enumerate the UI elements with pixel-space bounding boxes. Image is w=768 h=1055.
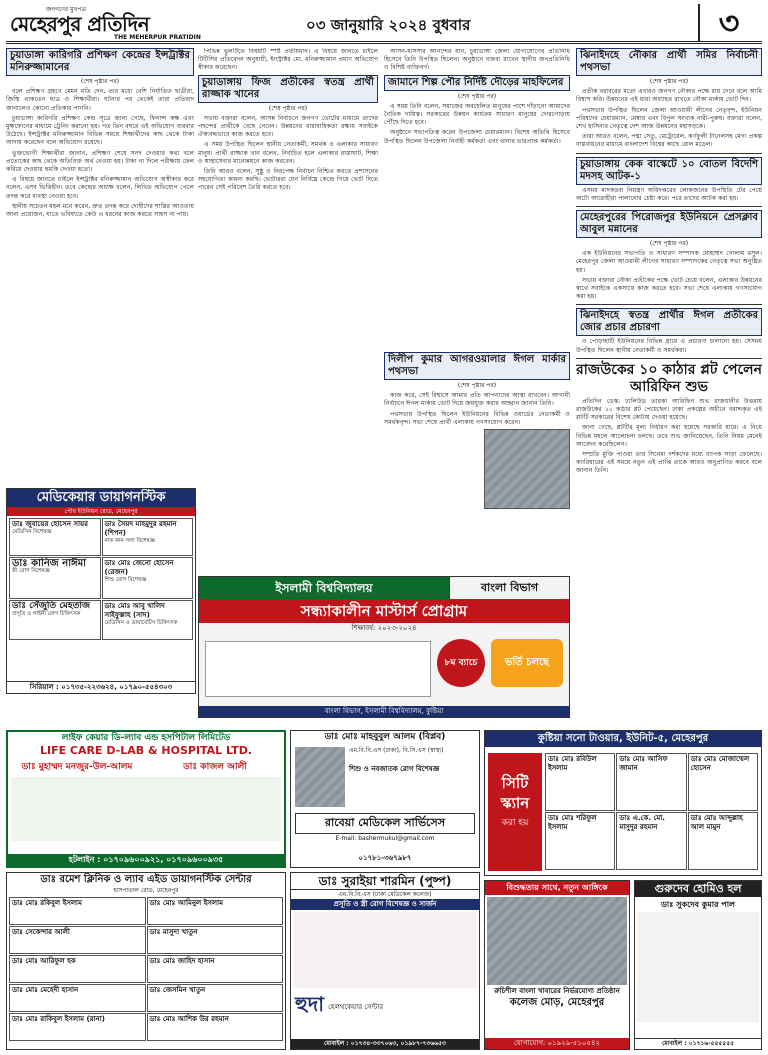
article-headline[interactable]: মেহেরপুরের পিরোজপুর ইউনিয়নে প্রেসক্লাব আবুল মন্নানের bbox=[576, 210, 762, 238]
article-continuation: (শেষ পৃষ্ঠার পর) bbox=[80, 78, 120, 85]
article-continuation: (শেষ পৃষ্ঠার পর) bbox=[649, 78, 689, 85]
divider bbox=[576, 304, 762, 305]
university-name: ইসলামী বিশ্ববিদ্যালয় bbox=[199, 577, 449, 599]
doctor-grid bbox=[7, 516, 195, 642]
article-paragraph: এ সময় উপস্থিত ছিলেন স্থানীয় নেতাকর্মী, সমর্থক ও এলাকার সাধারণ মানুষ। প্রার্থী রাজ্জাক খান বলেন, নির্বাচিত হলে এলাকার রাস্তাঘাট, শিক্ষা ও স্বাস্থ্যসেবার মানোন্নয়নে কাজ করবেন। bbox=[198, 141, 378, 165]
doctor-card: ডাঃ কানিজ নাঈমা স্ত্রী রোগ বিশেষজ্ঞ bbox=[9, 557, 101, 599]
masthead bbox=[6, 4, 762, 44]
issue-date: ০৩ জানুয়ারি ২০২৪ বুধবার bbox=[306, 16, 471, 34]
admission-badge: ভর্তি চলছে bbox=[491, 639, 563, 687]
shop-photo bbox=[487, 897, 627, 985]
article-paragraph: এসময় মাদকদ্রব্য নিয়ন্ত্রণ অধিদপ্তরের লোকজনের উপস্থিতি টের পেয়ে অটো আরোহীরা পালানোর চেষ্টা করে। পরে তাদের আটক করা হয়। bbox=[576, 186, 762, 202]
newspaper-english-name: THE MEHERPUR PRATIDIN bbox=[114, 34, 201, 41]
article-paragraph: প্রতীক বরাবরের মতো এবারও জনগণ নৌকার পক্ষে রায় দেবে বলে আমি বিশ্বাস করি। উন্নয়নের এই ধারা অব্যাহত রাখতে নৌকা মার্কায় ভোট দিন। bbox=[576, 88, 762, 104]
doctor-card: ডাঃ মোঃ মেহেদী হাসান bbox=[9, 984, 146, 1012]
article-continuation: (শেষ পৃষ্ঠার পর) bbox=[457, 382, 497, 389]
ad-address: হাসপাতাল রোড, মেহেরপুর bbox=[113, 887, 179, 894]
doctor-card: ডাঃ মোঃ আসিফ জামান bbox=[616, 753, 686, 811]
page-number: ৩ bbox=[698, 4, 758, 42]
session-info: শিক্ষাবর্ষ: ২০২৩-২০২৪ bbox=[351, 624, 417, 632]
doctor-card: ডাঃ সৈয়দ মাহমুদুর রহমান (শিপন) নাক কান গলা বিশেষজ্ঞ bbox=[102, 518, 194, 556]
right-article-column bbox=[576, 48, 762, 728]
ad-footer: বাংলা বিভাগ, ইসলামী বিশ্ববিদ্যালয়, কুষ্টিয়া bbox=[199, 706, 569, 717]
article-paragraph: স্থানীয় সচেতন মহল মনে করেন, দ্রুত তদন্ত করে দোষীদের শাস্তির আওতায় আনা প্রয়োজন, যাতে ভবিষ্যতে কেউ এ ধরনের কাজ করতে সাহস না পায়। bbox=[6, 202, 194, 219]
doctor-card: ডাঃ সেকেন্দার আলী bbox=[9, 926, 146, 954]
doctor-card: ডাঃ মোঃ আমিনুল ইসলাম bbox=[147, 897, 284, 925]
doctor-specialty: প্রসূতি ও স্ত্রী রোগ বিশেষজ্ঞ ও সার্জন bbox=[291, 899, 479, 910]
ad-phone: হটলাইন : ০১৭০৯৬০০৯২১, ০১৭০৯৬০০৯৩৫ bbox=[8, 854, 284, 866]
masthead-tagline: জনগণের মুখপত্র bbox=[46, 6, 86, 13]
article-paragraph: পিভিন্ন ভুলটিতে বিষয়টি স্পষ্ট প্রতীয়মান। এ বিষয়ে জানতে চাইলে টিটিসির প্রতিবেদন অনুযায়ী, ইনস্ট্রাক্টর মো. মনিরুজ্জামান প্রমাণ অভিযোগ স্বীকার করেছেন। bbox=[198, 48, 378, 72]
newspaper-name[interactable]: মেহেরপুর প্রতিদিন bbox=[10, 12, 150, 36]
doctor-card: ডাঃ মোঃ শরিফুল ইসলাম bbox=[545, 812, 615, 870]
article-paragraph: সভায় বক্তারা বলেন, আসন্ন নির্বাচনে জনগণ ভোটের মাধ্যমে তাদের পছন্দের প্রার্থীকে বেছে নেবেন। উন্নয়নের ধারাবাহিকতা রক্ষায় সবাইকে ঐক্যবদ্ধভাবে কাজ করতে হবে। bbox=[198, 114, 378, 139]
doctor-card: ডাঃ মোঃ আব্দুল্লাহ আল মামুন bbox=[688, 812, 758, 870]
city-scan-badge: সিটি স্ক্যান করা হয় bbox=[488, 753, 542, 871]
article-paragraph: তিনি আরও বলেন, সুষ্ঠু ও নিরপেক্ষ নির্বাচন নিশ্চিত করতে প্রশাসনের সহযোগিতা কামনা করছি। ভোটাররা যেন নির্বিঘ্নে কেন্দ্রে গিয়ে ভোট দিতে পারেন সেই পরিবেশ তৈরি করতে হবে। bbox=[198, 168, 378, 192]
doctor-card: ডাঃ জেসমিন খাতুন bbox=[147, 984, 284, 1012]
dr-suraiya-ad[interactable] bbox=[290, 872, 480, 1050]
ad-title-english: LIFE CARE D-LAB & HOSPITAL LTD. bbox=[39, 744, 253, 757]
doctor-row bbox=[8, 759, 284, 774]
center-article-column bbox=[384, 48, 570, 348]
article-paragraph: অনুষ্ঠানে সভাপতিত্ব করেন উপজেলা চেয়ারম্যান। বিশেষ অতিথি হিসেবে উপস্থিত ছিলেন উপজেলা নির্বাহী কর্মকর্তা এবং থানার ভারপ্রাপ্ত কর্মকর্তা। bbox=[384, 129, 570, 145]
doctor-card: ডাঃ মোঃ রকিবুল ইসলাম bbox=[9, 897, 146, 925]
ad-details-box bbox=[293, 912, 477, 988]
article-headline[interactable]: দিলীপ কুমার আগরওয়ালার ঈগল মার্কার পথসভা bbox=[384, 352, 570, 380]
islamic-university-ad[interactable] bbox=[198, 576, 570, 718]
article-continuation: (শেষ পৃষ্ঠার পর) bbox=[457, 92, 497, 100]
doctor-card: ডাঃ মোঃ আশিক উর রহমান bbox=[147, 1013, 284, 1041]
ad-tagline: বিশুদ্ধতায় সাথে, নতুন আঙ্গিকে bbox=[485, 881, 629, 895]
middle-article-column bbox=[198, 48, 378, 284]
ad-title: লাইফ কেয়ার ডি-ল্যাব এন্ড হসপিটাল লিমিটেড bbox=[61, 733, 231, 743]
article-continuation: (শেষ পৃষ্ঠার পর) bbox=[268, 104, 308, 112]
ad-phone: ০১৭৮১-৩৬৭৯৮৭ bbox=[358, 854, 412, 862]
ad-details-box bbox=[11, 777, 281, 841]
department-name: বাংলা বিভাগ bbox=[449, 577, 569, 599]
candidate-photo bbox=[484, 429, 570, 509]
sono-tower-ad[interactable] bbox=[484, 730, 762, 876]
center-lower-article bbox=[384, 352, 570, 570]
ad-title: ডাঃ রমেশ ক্লিনিক ও ল্যাব এইড ডায়াগনস্টিক সেন্টার bbox=[40, 874, 252, 885]
ad-address: পৌর ইউনিয়ন রোড, মেহেরপুর bbox=[7, 507, 195, 516]
clinic-name: রাবেয়া মেডিকেল সার্ভিসেস bbox=[295, 813, 475, 834]
doctor-degree: এম.বি.বি.এস (ঢাকা মেডিকেল কলেজ) bbox=[338, 891, 432, 898]
doctor-card: ডাঃ এ.কে. মো. মাসুদুর রহমান bbox=[616, 812, 686, 870]
program-title: সন্ধ্যাকালীন মাস্টার্স প্রোগ্রাম bbox=[199, 599, 569, 623]
article-continuation: (শেষ পৃষ্ঠার পর) bbox=[649, 240, 689, 248]
ramesh-clinic-ad[interactable] bbox=[6, 872, 286, 1050]
article-headline[interactable]: ঝিনাইদহে স্বতন্ত্র প্রার্থীর ঈগল প্রতীকের জোর প্রচার প্রচারণা bbox=[576, 308, 762, 336]
ad-details-box bbox=[637, 912, 759, 1022]
article-headline[interactable]: রাজউকের ১০ কাঠার প্লট পেলেন আরিফিন শুভ bbox=[576, 361, 762, 395]
doctor-name: ডাঃ মুহাম্মদ মনজুর-উল-আলম bbox=[21, 762, 133, 772]
center-subtitle: হেলথকেয়ার সেন্টার bbox=[328, 1002, 384, 1011]
doctor-grid bbox=[7, 895, 285, 1043]
doctor-card: ডাঃ মোঃ মোজাম্মেল হোসেন bbox=[688, 753, 758, 811]
health-center bbox=[291, 990, 479, 1023]
article-paragraph: সভায় বক্তারা নৌকা প্রতীকের পক্ষে ভোট চেয়ে বলেন, এলাকার উন্নয়নের স্বার্থে সবাইকে একসাথে কাজ করতে হবে। সভা শেষে এলাকায় গণসংযোগ করা হয়। bbox=[576, 276, 762, 301]
article-paragraph: এ বিষয়ে জানতে চাইলে ইন্সট্রাক্টর মনিরুজ্জামান অভিযোগ অস্বীকার করে বলেন, এসব ভিত্তিহীন। তবে কেন্দ্রের অধ্যক্ষ বলেন, লিখিত অভিযোগ পেলে তদন্ত করে ব্যবস্থা নেওয়া হবে। bbox=[6, 176, 194, 200]
doctor-card: ডাঃ সেঁজুতি মেহতাজ প্রসূতি ও গাইনী রোগ চিকিৎসক bbox=[9, 600, 101, 640]
doctor-card: ডাঃ মোঃ আবু খালিদ সাইফুল্লাহ (সাদ) মেডিসিন ও ডায়াবেটিস চিকিৎসক bbox=[102, 600, 194, 640]
article-paragraph: ও পোড়াহাটি ইউনিয়নের বিভিন্ন গ্রামে এ প্রচারণা চালানো হয়। সেসময় উপস্থিত ছিলেন স্থানীয় নেতাকর্মী ও সমর্থকরা। bbox=[576, 338, 762, 354]
article-paragraph: পথসভায় উপস্থিত ছিলেন জেলা আওয়ামী লীগের নেতৃবৃন্দ, ইউনিয়ন পরিষদের চেয়ারম্যান, মেম্বার এবং বিপুল সংখ্যক নারী-পুরুষ। বক্তারা বলেন, শেখ হাসিনার নেতৃত্বে দেশ আজ উন্নয়নের মহাসড়কে। bbox=[576, 106, 762, 131]
ad-phone: মোবাইল : ০১৭১৬-৫৫৫৫৫৫ bbox=[635, 1038, 761, 1049]
medicare-diagnostic-ad[interactable] bbox=[6, 488, 196, 694]
article-paragraph: সম্প্রতি মুক্তি পাওয়া তার সিনেমা দর্শকদের মধ্যে ব্যাপক সাড়া ফেলেছে। ক্যারিয়ারের এই সময়ে নতুন এই প্রাপ্তি তাকে আরও অনুপ্রাণিত করবে বলে জানান তিনি। bbox=[576, 451, 762, 475]
article-headline[interactable]: চুয়াডাঙ্গায় কেক বাস্কেটে ১০ বোতল বিদেশি মদসহ আটক-১ bbox=[576, 157, 762, 185]
article-paragraph: পথসভায় উপস্থিত ছিলেন ইউনিয়নের বিভিন্ন ওয়ার্ডের নেতাকর্মী ও সমর্থকবৃন্দ। সভা শেষে প্রার্থী এলাকায় গণসংযোগ করেন। bbox=[384, 410, 570, 426]
article-paragraph: জানা গেছে, প্লটটির মূল্য নির্ধারণ করা হয়েছে সরকারি হারে। এ নিয়ে বিভিন্ন মহলে আলোচনা চলছে। তবে শুভ জানিয়েছেন, তিনি নিয়ম মেনেই আবেদন করেছিলেন। bbox=[576, 424, 762, 448]
article-paragraph: প্রতিদিন ডেস্ক: ঢালিউড তারকা আরিফিন শুভ রাজধানীর উত্তরায় রাজউকের ১০ কাঠার প্লট পেয়েছেন। ঢাকা প্রকল্পের অধীনে বরাদ্দকৃত এই প্লটটি সরকারের বিশেষ কোটায় দেওয়া হয়েছে। bbox=[576, 397, 762, 422]
ad-description: রুচিশীল বাংলা খাবারের নির্ভরযোগ্য প্রতিষ্ঠান bbox=[494, 987, 620, 995]
center-name: হুদা bbox=[295, 992, 325, 1016]
ad-title: গুরুদেব হোমিও হল bbox=[635, 881, 761, 897]
doctor-card: ডাঃ মোঃ জেনো হোসেন (রেজন) শিশু রোগ বিশেষজ্ঞ bbox=[102, 557, 194, 599]
article-paragraph: কাজ করে, সেই বিশ্বাসে আমার প্রতি আপনাদের আস্থা রাখবেন। আগামী নির্বাচনে ঈগল মার্কায় ভোট দিয়ে জয়যুক্ত করার আহ্বান জানান তিনি। bbox=[384, 392, 570, 408]
ad-phone: যোগাযোগ: ০১৯২৯-৫১০৫৪২ bbox=[485, 1038, 629, 1049]
doctor-degree: এম.বি.বি.এস (ঢাকা), বি.সি.এস (স্বাস্থ্য) bbox=[349, 747, 444, 754]
article-paragraph: আসন-মাসসার আনন্দের যান, চুয়াডাঙ্গা জেলা যোগাযোগের প্রতিনিধি হিসেবে তিনি উপস্থিত ছিলেন। অনুষ্ঠানে বক্তব্য রাখেন স্থানীয় জনপ্রতিনিধি ও বিশিষ্ট ব্যক্তিবর্গ। bbox=[384, 48, 570, 72]
ad-address: কলেজ মোড়, মেহেরপুর bbox=[509, 997, 605, 1008]
doctor-name: ডাঃ কাজল আলী bbox=[183, 762, 247, 772]
doctor-name: ডাঃ সুকদেব কুমার পাল bbox=[660, 900, 736, 909]
article-paragraph: এক ইউনিয়নের সভাপতি ও সাধারণ সম্পাদক মোহাম্মদ গোলাম রসুল। মেহেরপুর জেলা আওয়ামী লীগের সাধারণ সম্পাদকের নেতৃত্বে সভা অনুষ্ঠিত হয়। bbox=[576, 250, 762, 274]
doctor-card: ডাঃ মোঃ জাহিদ হাসান bbox=[147, 955, 284, 983]
ad-title: মেডিকেয়ার ডায়াগনস্টিক bbox=[7, 489, 195, 507]
article-headline[interactable]: চুয়াডাঙ্গা কারিগরি প্রশিক্ষণ কেন্দ্রের ইন্সট্রাক্টর মনিরুজ্জামানের bbox=[6, 48, 194, 76]
doctor-card: ডাঃ মোঃ আরিফুল হক bbox=[9, 955, 146, 983]
doctor-photo bbox=[295, 747, 345, 807]
doctor-name: ডাঃ মোঃ মাহবুবুল আলম (বিপ্লব) bbox=[324, 732, 446, 742]
doctor-grid bbox=[545, 753, 758, 870]
doctor-card: ডাঃ মোঃ রবিউল ইসলাম bbox=[545, 753, 615, 811]
article-paragraph: চুয়াডাঙ্গা কারিগরি প্রশিক্ষণ কেন্দ্র সূত্রে জানা গেছে, ফিনান্স কক্ষ এবং মুক্ষফোনের মাধ্যমে ট্রেনিং করানো হয়। গত তিন বছরে এই অভিযোগ বারবার উঠেছে। ইন্সট্রাক্টর মনিরুজ্জামান বিভিন্ন সময়ে শিক্ষার্থীদের কাছ থেকে টাকা আদায় করেছেন বলে অভিযোগ রয়েছে। bbox=[6, 114, 194, 147]
doctor-card: ডাঃ জুবায়ের হোসেন সায়র মেডিসিন বিশেষজ্ঞ bbox=[9, 518, 101, 556]
ad-phone: মোবাইল : ০১৭৩৪-৩৩৭০৬৩, ০১৯৮৭-৭৩৬৬৫৩ bbox=[291, 1039, 479, 1049]
dr-biplob-ad[interactable] bbox=[290, 730, 480, 868]
ad-details-box bbox=[205, 641, 431, 697]
doctor-card: ডাঃ মোঃ রাকিবুল ইসলাম (রানা) bbox=[9, 1013, 146, 1041]
ad-header bbox=[199, 577, 569, 599]
batch-badge: ৮ম ব্যাচে bbox=[437, 639, 485, 687]
doctor-card: ডাঃ মাসুদা খাতুন bbox=[147, 926, 284, 954]
article-paragraph: তারা আরও বলেন, পদ্মা সেতু, মেট্রোরেল, কর্ণফুলী টানেলসহ মেগা প্রকল্প বাস্তবায়নের মাধ্যমে বাংলাদেশ বিশ্বের কাছে রোল মডেল। bbox=[576, 133, 762, 149]
doctor-name: ডাঃ সুরাইয়া শারমিন (পুষ্প) bbox=[291, 873, 479, 890]
homeo-hall-ad[interactable] bbox=[634, 880, 762, 1050]
divider bbox=[576, 358, 762, 359]
article-paragraph: বলে প্রশিক্ষণ গ্রহণে মেমন মতি দেন, তার মধ্যে বেশি নির্যাতিত ছাত্রীরা, জিম্মি থাকতেন ছাত্র ও শিক্ষার্থীরা। ঘটনার পর থেকেই তারা প্রতিবাদ জানালেও কোনো প্রতিকার পাননি। bbox=[6, 88, 194, 112]
article-paragraph: এ সময় তিনি বলেন, সমাজের অবহেলিত মানুষের পাশে দাঁড়ানো আমাদের নৈতিক দায়িত্ব। সরকারের উন্নয়ন কার্যক্রম সাধারণ মানুষের দোরগোড়ায় পৌঁছে দিতে হবে। bbox=[384, 102, 570, 127]
article-headline[interactable]: জামানে শিল্প পৌর নির্দিষ্ট দৌড়ের মাহফিলের bbox=[384, 75, 570, 91]
lifecare-hospital-ad[interactable] bbox=[6, 730, 286, 868]
ad-phone: সিরিয়াল : ০১৭৩৫-২২৩৬২৪, ০১৭৯০-৫৫৪৩০৩ bbox=[7, 681, 195, 693]
article-headline[interactable]: চুয়াডাঙ্গায় ফিজ প্রতীকের স্বতন্ত্র প্রার্থী রাজ্জাক খানের bbox=[198, 75, 378, 103]
restaurant-ad[interactable] bbox=[484, 880, 630, 1050]
doctor-email[interactable]: E-mail: bashermukul@gmail.com bbox=[335, 835, 435, 842]
divider bbox=[576, 206, 762, 207]
divider bbox=[576, 153, 762, 154]
left-article-column bbox=[6, 48, 194, 486]
doctor-specialty: শিশু ও নবজাতক রোগ বিশেষজ্ঞ bbox=[349, 765, 440, 773]
ad-title: কুষ্টিয়া সনো টাওয়ার, ইউনিট-৫, মেহেরপুর bbox=[485, 731, 761, 747]
article-paragraph: ভুক্তভোগী শিক্ষার্থীরা জানান, প্রশিক্ষণ শেষে সনদ দেওয়ার কথা বলে প্রত্যেকের কাছ থেকে অতিরিক্ত অর্থ নেওয়া হয়। টাকা না দিলে পরীক্ষায় ফেল করিয়ে দেওয়ার হুমকি দেওয়া হতো। bbox=[6, 149, 194, 174]
article-headline[interactable]: ঝিনাইদহে নৌকার প্রার্থী সমির নির্বাচনী পথসভা bbox=[576, 48, 762, 76]
